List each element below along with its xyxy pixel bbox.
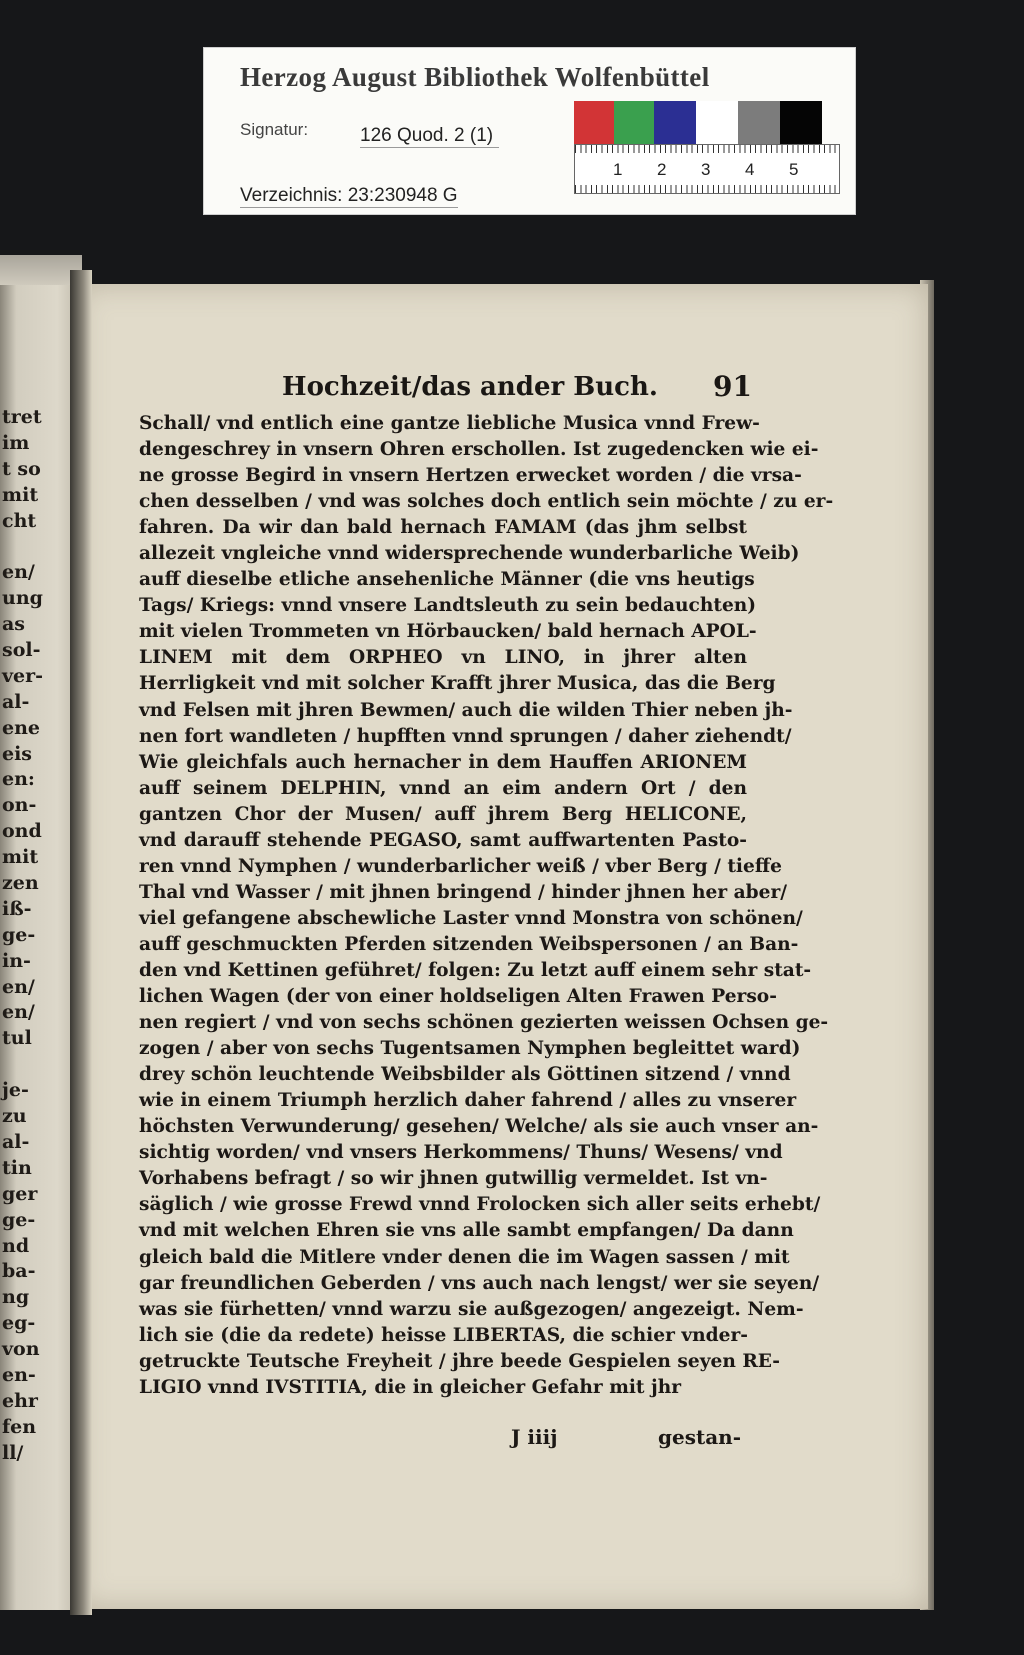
text-line: viel gefangene abschewliche Laster vnnd Monstra von schönen/	[139, 907, 803, 929]
text-line: gleich bald die Mitlere vnder denen die im Wagen sassen / mit	[139, 1246, 790, 1268]
left-fragment-line: tin	[2, 1156, 32, 1179]
text-line: Thal vnd Wasser / mit jhnen bringend / hinder jhnen her aber/	[139, 881, 788, 903]
text-line: säglich / wie grosse Frewd vnnd Frolocken sich aller seits erhebt/	[139, 1194, 821, 1216]
color-swatch	[738, 101, 780, 144]
text-line: ne grosse Begird in vnsern Hertzen erwecket worden / die vrsa-	[139, 465, 802, 487]
text-line: den vnd Kettinen geführet/ folgen: Zu letzt auff einem sehr stat-	[139, 959, 812, 981]
left-fragment-line: mit	[2, 846, 39, 869]
left-fragment-line: je-	[2, 1079, 29, 1102]
left-fragment-line: in-	[2, 949, 31, 972]
left-fragment-line: fen	[2, 1415, 37, 1438]
color-swatch	[780, 101, 822, 144]
running-head: Hochzeit/das ander Buch.	[282, 372, 658, 402]
text-line: LINEM mit dem ORPHEO vn LINO, in jhrer alten	[139, 647, 747, 669]
color-swatch	[696, 101, 738, 144]
left-fragment-line: ver-	[2, 664, 44, 687]
text-line: gar freundlichen Geberden / vns auch nach lengst/ wer sie seyen/	[139, 1272, 820, 1294]
catchword: gestan-	[657, 1425, 741, 1449]
left-fragment-line: im	[2, 431, 30, 454]
ruler-number: 1	[613, 160, 623, 179]
text-line: auff seinem DELPHIN, vnnd an eim andern Ort / den	[139, 777, 747, 799]
left-fragment-line: eg-	[2, 1312, 36, 1335]
left-fragment-line: ge-	[2, 1208, 36, 1231]
text-line: zogen / aber von sechs Tugentsamen Nymphen begleittet ward)	[139, 1038, 801, 1060]
left-page-text-fragments	[2, 405, 78, 1467]
left-fragment-line: ger	[2, 1182, 38, 1205]
left-fragment-line: ge-	[2, 923, 36, 946]
left-fragment-line: ba-	[2, 1260, 36, 1283]
left-fragment-line: en-	[2, 1363, 36, 1386]
left-fragment-line: mit	[2, 483, 39, 506]
text-line: sichtig worden/ vnd vnsers Herkommens/ Thuns/ Wesens/ vnd	[139, 1142, 783, 1164]
color-swatches	[574, 101, 822, 144]
left-fragment-line: al-	[2, 1130, 30, 1153]
left-fragment-line	[2, 1052, 78, 1078]
text-line: gantzen Chor der Musen/ auff jhrem Berg HELICONE,	[139, 803, 747, 825]
ruler-number: 2	[657, 160, 667, 179]
left-fragment-line: von	[2, 1338, 40, 1361]
signature-mark: J iiij	[511, 1425, 558, 1449]
left-fragment-line: zu	[2, 1105, 27, 1128]
text-line: Vorhabens befragt / so wir jhnen gutwillig vermeldet. Ist vn-	[139, 1168, 768, 1190]
text-line: wie in einem Triumph herzlich daher fahrend / alles zu vnserer	[139, 1090, 797, 1112]
text-line: getruckte Teutsche Freyheit / jhre beede Gespielen seyen RE-	[139, 1350, 781, 1372]
text-line: Tags/ Kriegs: vnnd vnsere Landtsleuth zu sein bedauchten)	[139, 595, 757, 617]
text-line: allezeit vngleiche vnnd widersprechende wunderbarliche Weib)	[139, 543, 800, 565]
text-line: drey schön leuchtende Weibsbilder als Göttinen sitzend / vnnd	[139, 1064, 791, 1086]
color-swatch	[614, 101, 654, 144]
color-swatch	[574, 101, 614, 144]
left-fragment-line: ng	[2, 1286, 30, 1309]
text-line: was sie fürhetten/ vnnd warzu sie außgezogen/ angezeigt. Nem-	[139, 1298, 804, 1320]
text-line: Herrligkeit vnd mit solcher Krafft jhrer Musica, das die Berg	[139, 673, 776, 695]
text-line: Wie gleichfals auch hernacher in dem Hauffen ARIONEM	[139, 751, 747, 773]
left-fragment-line: zen	[2, 872, 39, 895]
text-line: vnd Felsen mit jhren Bewmen/ auch die wilden Thier neben jh-	[139, 699, 793, 721]
text-line: LIGIO vnnd IVSTITIA, die in gleicher Gefahr mit jhr	[139, 1376, 682, 1398]
page-number: 91	[713, 370, 752, 403]
left-fragment-line: on-	[2, 794, 37, 817]
signatur-value: 126 Quod. 2 (1)	[360, 125, 499, 148]
left-fragment-line: en/	[2, 561, 35, 584]
left-fragment-line: tret	[2, 406, 42, 428]
left-fragment-line: t so	[2, 457, 41, 480]
ruler-number: 3	[701, 160, 711, 179]
text-line: nen regiert / vnd von sechs schönen gezierten weissen Ochsen ge-	[139, 1012, 829, 1034]
left-fragment-line: ond	[2, 820, 42, 843]
text-line: fahren. Da wir dan bald hernach FAMAM (das jhm selbst	[139, 517, 747, 539]
left-fragment-line: ehr	[2, 1389, 38, 1412]
left-fragment-line: sol-	[2, 639, 41, 662]
text-line: chen desselben / vnd was solches doch entlich sein möchte / zu er-	[139, 491, 834, 513]
ruler-ticks-top	[575, 145, 839, 153]
left-fragment-line: ene	[2, 716, 40, 739]
ruler-number: 5	[789, 160, 799, 179]
left-fragment-line: iß-	[2, 897, 32, 920]
left-fragment-line: nd	[2, 1234, 30, 1257]
left-fragment-line: ung	[2, 587, 43, 610]
text-line: auff dieselbe etliche ansehenliche Männer (die vns heutigs	[139, 569, 755, 591]
text-line: nen fort wandleten / hupfften vnnd sprungen / daher ziehendt/	[139, 725, 792, 747]
measurement-ruler	[574, 144, 840, 194]
color-swatch	[654, 101, 696, 144]
left-fragment-line: tul	[2, 1027, 32, 1050]
text-line: ren vnnd Nymphen / wunderbarlicher weiß / vber Berg / tieffe	[139, 855, 782, 877]
library-label-card	[203, 47, 856, 215]
left-fragment-line: al-	[2, 690, 30, 713]
left-fragment-line	[2, 534, 78, 560]
left-fragment-line: ll/	[2, 1441, 24, 1464]
text-line: auff geschmuckten Pferden sitzenden Weibspersonen / an Ban-	[139, 933, 799, 955]
ruler-number: 4	[745, 160, 755, 179]
ruler-ticks-bottom	[575, 185, 839, 193]
text-line: vnd mit welchen Ehren sie vns alle sambt empfangen/ Da dann	[139, 1220, 794, 1242]
library-name: Herzog August Bibliothek Wolfenbüttel	[240, 62, 710, 92]
page-header	[282, 372, 752, 408]
left-fragment-line: en:	[2, 768, 35, 791]
body-text	[139, 411, 834, 1401]
page-footer	[139, 1425, 747, 1455]
left-fragment-line: cht	[2, 509, 37, 532]
text-line: lichen Wagen (der von einer holdseligen Alten Frawen Perso-	[139, 986, 777, 1008]
left-fragment-line: as	[2, 613, 26, 636]
text-line: dengeschrey in vnsern Ohren erschollen. Ist zugedencken wie ei-	[139, 439, 819, 461]
text-line: Schall/ vnd entlich eine gantze liebliche Musica vnnd Frew-	[139, 413, 760, 434]
text-line: lich sie (die da redete) heisse LIBERTAS, die schier vnder-	[139, 1324, 749, 1346]
left-fragment-line: en/	[2, 975, 35, 998]
left-fragment-line: en/	[2, 1001, 35, 1024]
verzeichnis-value: Verzeichnis: 23:230948 G	[240, 185, 458, 206]
signatur-label: Signatur:	[240, 120, 309, 139]
left-fragment-line: eis	[2, 742, 33, 765]
text-line: höchsten Verwunderung/ gesehen/ Welche/ als sie auch vnser an-	[139, 1116, 819, 1138]
text-line: mit vielen Trommeten vn Hörbaucken/ bald hernach APOL-	[139, 621, 757, 643]
text-line: vnd darauff stehende PEGASO, samt auffwartenten Pasto-	[139, 829, 747, 851]
